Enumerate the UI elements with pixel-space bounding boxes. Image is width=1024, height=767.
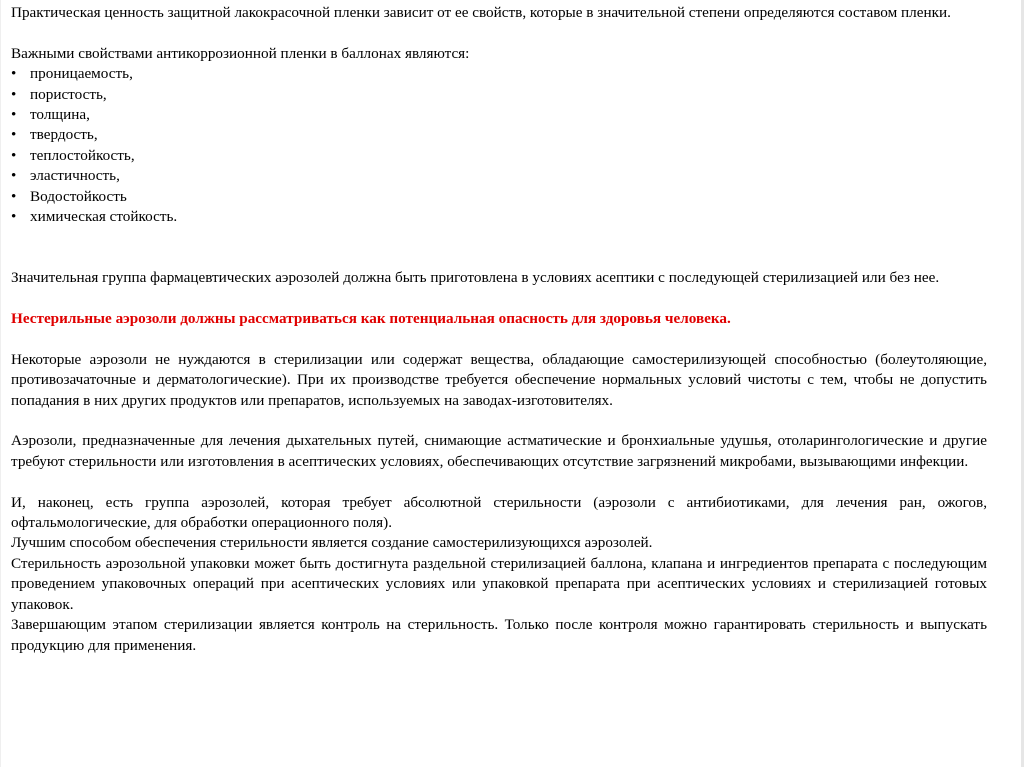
list-item-text: эластичность, bbox=[30, 167, 120, 185]
bullet-icon: • bbox=[11, 208, 17, 226]
bullet-icon: • bbox=[11, 85, 17, 103]
packaging-paragraph: Стерильность аэрозольной упаковки может быть достигнута раздельной стерилизацией баллона, клапана и ингредиентов препарата с последующим проведением упаковочных операций при асептических условиях или упаковкой препарата при асептических условиях и стерилизацией готовых упаковок. bbox=[11, 554, 987, 613]
list-item bbox=[11, 125, 987, 145]
intro-paragraph: Практическая ценность защитной лакокрасочной пленки зависит от ее свойств, которые в значительной степени определяются составом пленки. bbox=[11, 4, 951, 21]
list-item-text: Водостойкость bbox=[30, 187, 127, 205]
list-item-text: твердость, bbox=[30, 126, 98, 144]
list-item bbox=[11, 85, 987, 105]
bullet-icon: • bbox=[11, 167, 17, 185]
list-item-text: пористость, bbox=[30, 85, 107, 103]
spacer bbox=[11, 411, 987, 431]
list-item bbox=[11, 207, 987, 227]
best-method-paragraph: Лучшим способом обеспечения стерильности является создание самостерилизующихся аэрозолей. bbox=[11, 534, 653, 552]
list-item-text: химическая стойкость. bbox=[30, 208, 178, 226]
respiratory-paragraph: Аэрозоли, предназначенные для лечения дыхательных путей, снимающие астматические и бронхиальные удушья, отоларингологические и другие требуют стерильности или изготовления в асептических условиях, обеспечивающих отсутствие загрязнений микробами, вызывающими инфекции. bbox=[11, 432, 987, 470]
spacer bbox=[11, 227, 987, 268]
list-item bbox=[11, 166, 987, 186]
bullet-icon: • bbox=[11, 65, 17, 83]
warning-paragraph: Нестерильные аэрозоли должны рассматриваться как потенциальная опасность для здоровья человека. bbox=[11, 310, 731, 328]
list-item-text: проницаемость, bbox=[30, 65, 133, 83]
spacer bbox=[11, 289, 987, 309]
list-item-text: толщина, bbox=[30, 106, 90, 124]
bullet-icon: • bbox=[11, 126, 17, 144]
properties-list bbox=[11, 64, 987, 227]
bullet-icon: • bbox=[11, 146, 17, 164]
slide-text-body bbox=[11, 3, 987, 656]
list-item-text: теплостойкость, bbox=[30, 146, 135, 164]
list-item bbox=[11, 105, 987, 125]
slide-left-border bbox=[0, 0, 1, 767]
list-item bbox=[11, 146, 987, 166]
spacer bbox=[11, 472, 987, 492]
bullet-icon: • bbox=[11, 106, 17, 124]
absolute-sterility-paragraph: И, наконец, есть группа аэрозолей, которая требует абсолютной стерильности (аэрозоли с антибиотиками, для лечения ран, ожогов, офтальмологические, для обработки операционного поля). bbox=[11, 493, 987, 532]
bullet-icon: • bbox=[11, 187, 17, 205]
self-sterilizing-paragraph: Некоторые аэрозоли не нуждаются в стерилизации или содержат вещества, обладающие самостерилизующей способностью (болеутоляющие, противозачаточные и дерматологические). При их производстве требуется обеспечение нормальных условий чистоты с тем, чтобы не допустить попадания в них других продуктов или препаратов, используемых на заводах-изготовителях. bbox=[11, 350, 987, 409]
final-stage-paragraph: Завершающим этапом стерилизации является контроль на стерильность. Только после контроля можно гарантировать стерильность и выпускать продукцию для применения. bbox=[11, 616, 987, 654]
spacer bbox=[11, 329, 987, 349]
list-item bbox=[11, 64, 987, 84]
spacer bbox=[11, 23, 987, 43]
properties-heading: Важными свойствами антикоррозионной пленки в баллонах являются: bbox=[11, 44, 470, 62]
list-item bbox=[11, 187, 987, 207]
group-statement-paragraph: Значительная группа фармацевтических аэрозолей должна быть приготовлена в условиях асептики с последующей стерилизацией или без нее. bbox=[11, 269, 940, 287]
